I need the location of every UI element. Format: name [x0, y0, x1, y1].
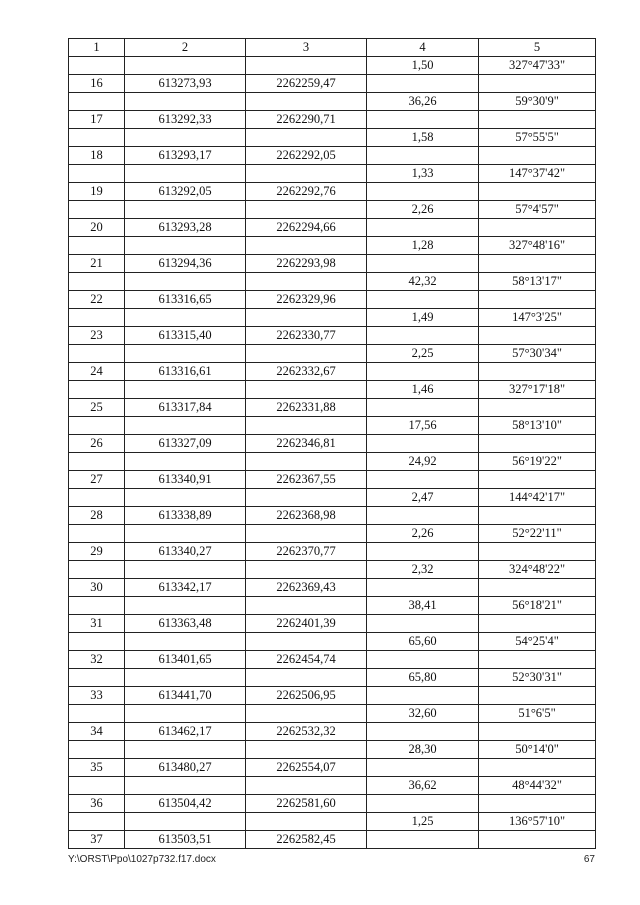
- segment-angle: 324°48'22": [479, 561, 596, 579]
- empty-cell: [479, 291, 596, 309]
- segment-row: [69, 381, 596, 399]
- empty-cell: [367, 471, 479, 489]
- empty-cell: [125, 525, 246, 543]
- empty-cell: [479, 651, 596, 669]
- point-row: [69, 219, 596, 237]
- point-row: [69, 543, 596, 561]
- coord-x: 613316,65: [125, 291, 246, 309]
- segment-length: 42,32: [367, 273, 479, 291]
- segment-row: [69, 309, 596, 327]
- empty-cell: [125, 381, 246, 399]
- segment-row: [69, 273, 596, 291]
- segment-row: [69, 237, 596, 255]
- empty-cell: [479, 219, 596, 237]
- point-row: [69, 507, 596, 525]
- empty-cell: [125, 813, 246, 831]
- empty-cell: [125, 57, 246, 75]
- coord-y: 2262329,96: [246, 291, 367, 309]
- point-number: 36: [69, 795, 125, 813]
- empty-cell: [367, 651, 479, 669]
- point-number: 37: [69, 831, 125, 849]
- segment-angle: 147°37'42": [479, 165, 596, 183]
- point-number: 35: [69, 759, 125, 777]
- empty-cell: [479, 75, 596, 93]
- empty-cell: [367, 75, 479, 93]
- empty-cell: [367, 399, 479, 417]
- empty-cell: [125, 93, 246, 111]
- coord-y: 2262290,71: [246, 111, 367, 129]
- point-number: 22: [69, 291, 125, 309]
- coord-x: 613327,09: [125, 435, 246, 453]
- point-row: [69, 327, 596, 345]
- point-number: 32: [69, 651, 125, 669]
- empty-cell: [69, 345, 125, 363]
- coord-y: 2262370,77: [246, 543, 367, 561]
- point-row: [69, 759, 596, 777]
- header-cell: 1: [69, 39, 125, 57]
- segment-row: [69, 813, 596, 831]
- point-number: 19: [69, 183, 125, 201]
- segment-row: [69, 525, 596, 543]
- coord-y: 2262401,39: [246, 615, 367, 633]
- empty-cell: [479, 759, 596, 777]
- segment-angle: 57°4'57": [479, 201, 596, 219]
- empty-cell: [479, 399, 596, 417]
- empty-cell: [69, 129, 125, 147]
- empty-cell: [479, 111, 596, 129]
- empty-cell: [69, 309, 125, 327]
- empty-cell: [367, 435, 479, 453]
- empty-cell: [246, 741, 367, 759]
- point-number: 27: [69, 471, 125, 489]
- coord-x: 613401,65: [125, 651, 246, 669]
- empty-cell: [479, 543, 596, 561]
- empty-cell: [246, 165, 367, 183]
- empty-cell: [246, 633, 367, 651]
- coord-x: 613316,61: [125, 363, 246, 381]
- segment-length: 36,62: [367, 777, 479, 795]
- coord-x: 613340,27: [125, 543, 246, 561]
- empty-cell: [367, 255, 479, 273]
- empty-cell: [367, 291, 479, 309]
- empty-cell: [479, 723, 596, 741]
- point-row: [69, 75, 596, 93]
- footer-file-path: Y:\ORST\Ppo\1027p732.f17.docx: [68, 854, 216, 865]
- segment-angle: 52°30'31": [479, 669, 596, 687]
- empty-cell: [125, 597, 246, 615]
- empty-cell: [69, 525, 125, 543]
- empty-cell: [125, 489, 246, 507]
- segment-angle: 54°25'4": [479, 633, 596, 651]
- coord-x: 613292,05: [125, 183, 246, 201]
- segment-length: 2,26: [367, 201, 479, 219]
- empty-cell: [69, 381, 125, 399]
- empty-cell: [479, 579, 596, 597]
- empty-cell: [69, 237, 125, 255]
- coord-x: 613294,36: [125, 255, 246, 273]
- empty-cell: [479, 183, 596, 201]
- point-row: [69, 687, 596, 705]
- empty-cell: [69, 201, 125, 219]
- coordinates-table-body: [69, 39, 596, 849]
- coord-x: 613338,89: [125, 507, 246, 525]
- segment-row: [69, 57, 596, 75]
- empty-cell: [246, 345, 367, 363]
- empty-cell: [246, 453, 367, 471]
- empty-cell: [69, 705, 125, 723]
- empty-cell: [479, 471, 596, 489]
- empty-cell: [125, 165, 246, 183]
- segment-angle: 57°30'34": [479, 345, 596, 363]
- point-row: [69, 723, 596, 741]
- footer-page-number: 67: [583, 854, 595, 865]
- segment-length: 17,56: [367, 417, 479, 435]
- coord-x: 613293,28: [125, 219, 246, 237]
- empty-cell: [367, 687, 479, 705]
- coord-y: 2262368,98: [246, 507, 367, 525]
- empty-cell: [479, 363, 596, 381]
- empty-cell: [246, 57, 367, 75]
- coord-y: 2262292,05: [246, 147, 367, 165]
- coord-x: 613317,84: [125, 399, 246, 417]
- empty-cell: [69, 273, 125, 291]
- segment-angle: 52°22'11": [479, 525, 596, 543]
- empty-cell: [479, 147, 596, 165]
- point-number: 30: [69, 579, 125, 597]
- empty-cell: [125, 345, 246, 363]
- empty-cell: [125, 273, 246, 291]
- segment-length: 38,41: [367, 597, 479, 615]
- segment-row: [69, 489, 596, 507]
- empty-cell: [69, 633, 125, 651]
- coord-y: 2262506,95: [246, 687, 367, 705]
- coord-y: 2262292,76: [246, 183, 367, 201]
- empty-cell: [125, 309, 246, 327]
- point-number: 28: [69, 507, 125, 525]
- empty-cell: [367, 183, 479, 201]
- coord-x: 613292,33: [125, 111, 246, 129]
- empty-cell: [479, 687, 596, 705]
- empty-cell: [367, 147, 479, 165]
- segment-length: 2,32: [367, 561, 479, 579]
- empty-cell: [367, 723, 479, 741]
- empty-cell: [125, 669, 246, 687]
- segment-angle: 50°14'0": [479, 741, 596, 759]
- segment-length: 2,47: [367, 489, 479, 507]
- coord-y: 2262332,67: [246, 363, 367, 381]
- point-row: [69, 363, 596, 381]
- segment-row: [69, 453, 596, 471]
- segment-angle: 327°48'16": [479, 237, 596, 255]
- coord-y: 2262454,74: [246, 651, 367, 669]
- segment-angle: 57°55'5": [479, 129, 596, 147]
- empty-cell: [367, 363, 479, 381]
- coord-y: 2262367,55: [246, 471, 367, 489]
- point-row: [69, 291, 596, 309]
- segment-row: [69, 633, 596, 651]
- segment-row: [69, 345, 596, 363]
- empty-cell: [246, 489, 367, 507]
- empty-cell: [125, 633, 246, 651]
- empty-cell: [246, 597, 367, 615]
- segment-angle: 58°13'17": [479, 273, 596, 291]
- point-number: 34: [69, 723, 125, 741]
- point-row: [69, 147, 596, 165]
- empty-cell: [367, 507, 479, 525]
- empty-cell: [246, 813, 367, 831]
- empty-cell: [246, 201, 367, 219]
- segment-angle: 144°42'17": [479, 489, 596, 507]
- empty-cell: [69, 417, 125, 435]
- empty-cell: [125, 705, 246, 723]
- point-number: 33: [69, 687, 125, 705]
- header-cell: 4: [367, 39, 479, 57]
- coord-y: 2262330,77: [246, 327, 367, 345]
- point-row: [69, 831, 596, 849]
- empty-cell: [125, 777, 246, 795]
- segment-angle: 147°3'25": [479, 309, 596, 327]
- empty-cell: [246, 669, 367, 687]
- segment-row: [69, 561, 596, 579]
- empty-cell: [69, 669, 125, 687]
- segment-row: [69, 777, 596, 795]
- empty-cell: [125, 741, 246, 759]
- segment-length: 1,28: [367, 237, 479, 255]
- segment-length: 1,58: [367, 129, 479, 147]
- empty-cell: [479, 831, 596, 849]
- coord-y: 2262532,32: [246, 723, 367, 741]
- segment-row: [69, 597, 596, 615]
- segment-angle: 59°30'9": [479, 93, 596, 111]
- point-number: 31: [69, 615, 125, 633]
- segment-length: 1,50: [367, 57, 479, 75]
- coord-x: 613293,17: [125, 147, 246, 165]
- empty-cell: [69, 93, 125, 111]
- empty-cell: [367, 615, 479, 633]
- table-header-row: [69, 39, 596, 57]
- point-number: 26: [69, 435, 125, 453]
- coord-x: 613273,93: [125, 75, 246, 93]
- empty-cell: [246, 273, 367, 291]
- segment-row: [69, 129, 596, 147]
- empty-cell: [479, 507, 596, 525]
- header-cell: 2: [125, 39, 246, 57]
- empty-cell: [125, 417, 246, 435]
- point-row: [69, 111, 596, 129]
- segment-length: 65,80: [367, 669, 479, 687]
- segment-length: 36,26: [367, 93, 479, 111]
- empty-cell: [69, 57, 125, 75]
- empty-cell: [246, 525, 367, 543]
- empty-cell: [69, 813, 125, 831]
- coord-x: 613340,91: [125, 471, 246, 489]
- empty-cell: [479, 615, 596, 633]
- empty-cell: [246, 417, 367, 435]
- empty-cell: [69, 453, 125, 471]
- header-cell: 3: [246, 39, 367, 57]
- segment-angle: 51°6'5": [479, 705, 596, 723]
- empty-cell: [367, 831, 479, 849]
- empty-cell: [246, 309, 367, 327]
- coord-x: 613363,48: [125, 615, 246, 633]
- empty-cell: [69, 597, 125, 615]
- point-row: [69, 579, 596, 597]
- coord-y: 2262554,07: [246, 759, 367, 777]
- segment-row: [69, 201, 596, 219]
- point-row: [69, 651, 596, 669]
- empty-cell: [367, 219, 479, 237]
- segment-length: 32,60: [367, 705, 479, 723]
- coord-y: 2262293,98: [246, 255, 367, 273]
- empty-cell: [367, 543, 479, 561]
- segment-row: [69, 741, 596, 759]
- segment-length: 1,49: [367, 309, 479, 327]
- point-number: 25: [69, 399, 125, 417]
- empty-cell: [479, 435, 596, 453]
- coordinates-table: [68, 38, 596, 849]
- segment-angle: 327°17'18": [479, 381, 596, 399]
- segment-row: [69, 93, 596, 111]
- point-number: 23: [69, 327, 125, 345]
- empty-cell: [246, 777, 367, 795]
- coord-x: 613342,17: [125, 579, 246, 597]
- point-number: 29: [69, 543, 125, 561]
- empty-cell: [367, 327, 479, 345]
- segment-angle: 56°19'22": [479, 453, 596, 471]
- point-row: [69, 183, 596, 201]
- empty-cell: [125, 237, 246, 255]
- segment-length: 2,25: [367, 345, 479, 363]
- coord-x: 613441,70: [125, 687, 246, 705]
- empty-cell: [246, 93, 367, 111]
- empty-cell: [246, 705, 367, 723]
- empty-cell: [125, 561, 246, 579]
- empty-cell: [246, 129, 367, 147]
- coord-y: 2262582,45: [246, 831, 367, 849]
- empty-cell: [367, 111, 479, 129]
- point-number: 16: [69, 75, 125, 93]
- coord-x: 613462,17: [125, 723, 246, 741]
- empty-cell: [69, 741, 125, 759]
- coord-y: 2262581,60: [246, 795, 367, 813]
- empty-cell: [479, 327, 596, 345]
- empty-cell: [125, 453, 246, 471]
- segment-angle: 58°13'10": [479, 417, 596, 435]
- coord-x: 613480,27: [125, 759, 246, 777]
- segment-length: 1,46: [367, 381, 479, 399]
- empty-cell: [125, 129, 246, 147]
- coord-x: 613503,51: [125, 831, 246, 849]
- segment-row: [69, 705, 596, 723]
- empty-cell: [125, 201, 246, 219]
- point-number: 20: [69, 219, 125, 237]
- coord-y: 2262331,88: [246, 399, 367, 417]
- empty-cell: [246, 237, 367, 255]
- point-number: 18: [69, 147, 125, 165]
- point-row: [69, 435, 596, 453]
- empty-cell: [246, 561, 367, 579]
- coord-y: 2262294,66: [246, 219, 367, 237]
- empty-cell: [246, 381, 367, 399]
- segment-length: 65,60: [367, 633, 479, 651]
- segment-angle: 327°47'33": [479, 57, 596, 75]
- coord-y: 2262259,47: [246, 75, 367, 93]
- empty-cell: [69, 165, 125, 183]
- segment-length: 1,33: [367, 165, 479, 183]
- empty-cell: [69, 489, 125, 507]
- segment-length: 24,92: [367, 453, 479, 471]
- coord-y: 2262369,43: [246, 579, 367, 597]
- segment-row: [69, 417, 596, 435]
- point-row: [69, 615, 596, 633]
- point-number: 17: [69, 111, 125, 129]
- segment-angle: 136°57'10": [479, 813, 596, 831]
- empty-cell: [367, 795, 479, 813]
- coord-x: 613504,42: [125, 795, 246, 813]
- point-row: [69, 399, 596, 417]
- header-cell: 5: [479, 39, 596, 57]
- empty-cell: [69, 561, 125, 579]
- point-number: 21: [69, 255, 125, 273]
- coord-y: 2262346,81: [246, 435, 367, 453]
- empty-cell: [69, 777, 125, 795]
- segment-angle: 56°18'21": [479, 597, 596, 615]
- empty-cell: [479, 255, 596, 273]
- segment-angle: 48°44'32": [479, 777, 596, 795]
- segment-row: [69, 165, 596, 183]
- segment-length: 28,30: [367, 741, 479, 759]
- segment-row: [69, 669, 596, 687]
- point-row: [69, 471, 596, 489]
- segment-length: 1,25: [367, 813, 479, 831]
- point-number: 24: [69, 363, 125, 381]
- point-row: [69, 795, 596, 813]
- empty-cell: [367, 579, 479, 597]
- empty-cell: [479, 795, 596, 813]
- segment-length: 2,26: [367, 525, 479, 543]
- point-row: [69, 255, 596, 273]
- empty-cell: [367, 759, 479, 777]
- coord-x: 613315,40: [125, 327, 246, 345]
